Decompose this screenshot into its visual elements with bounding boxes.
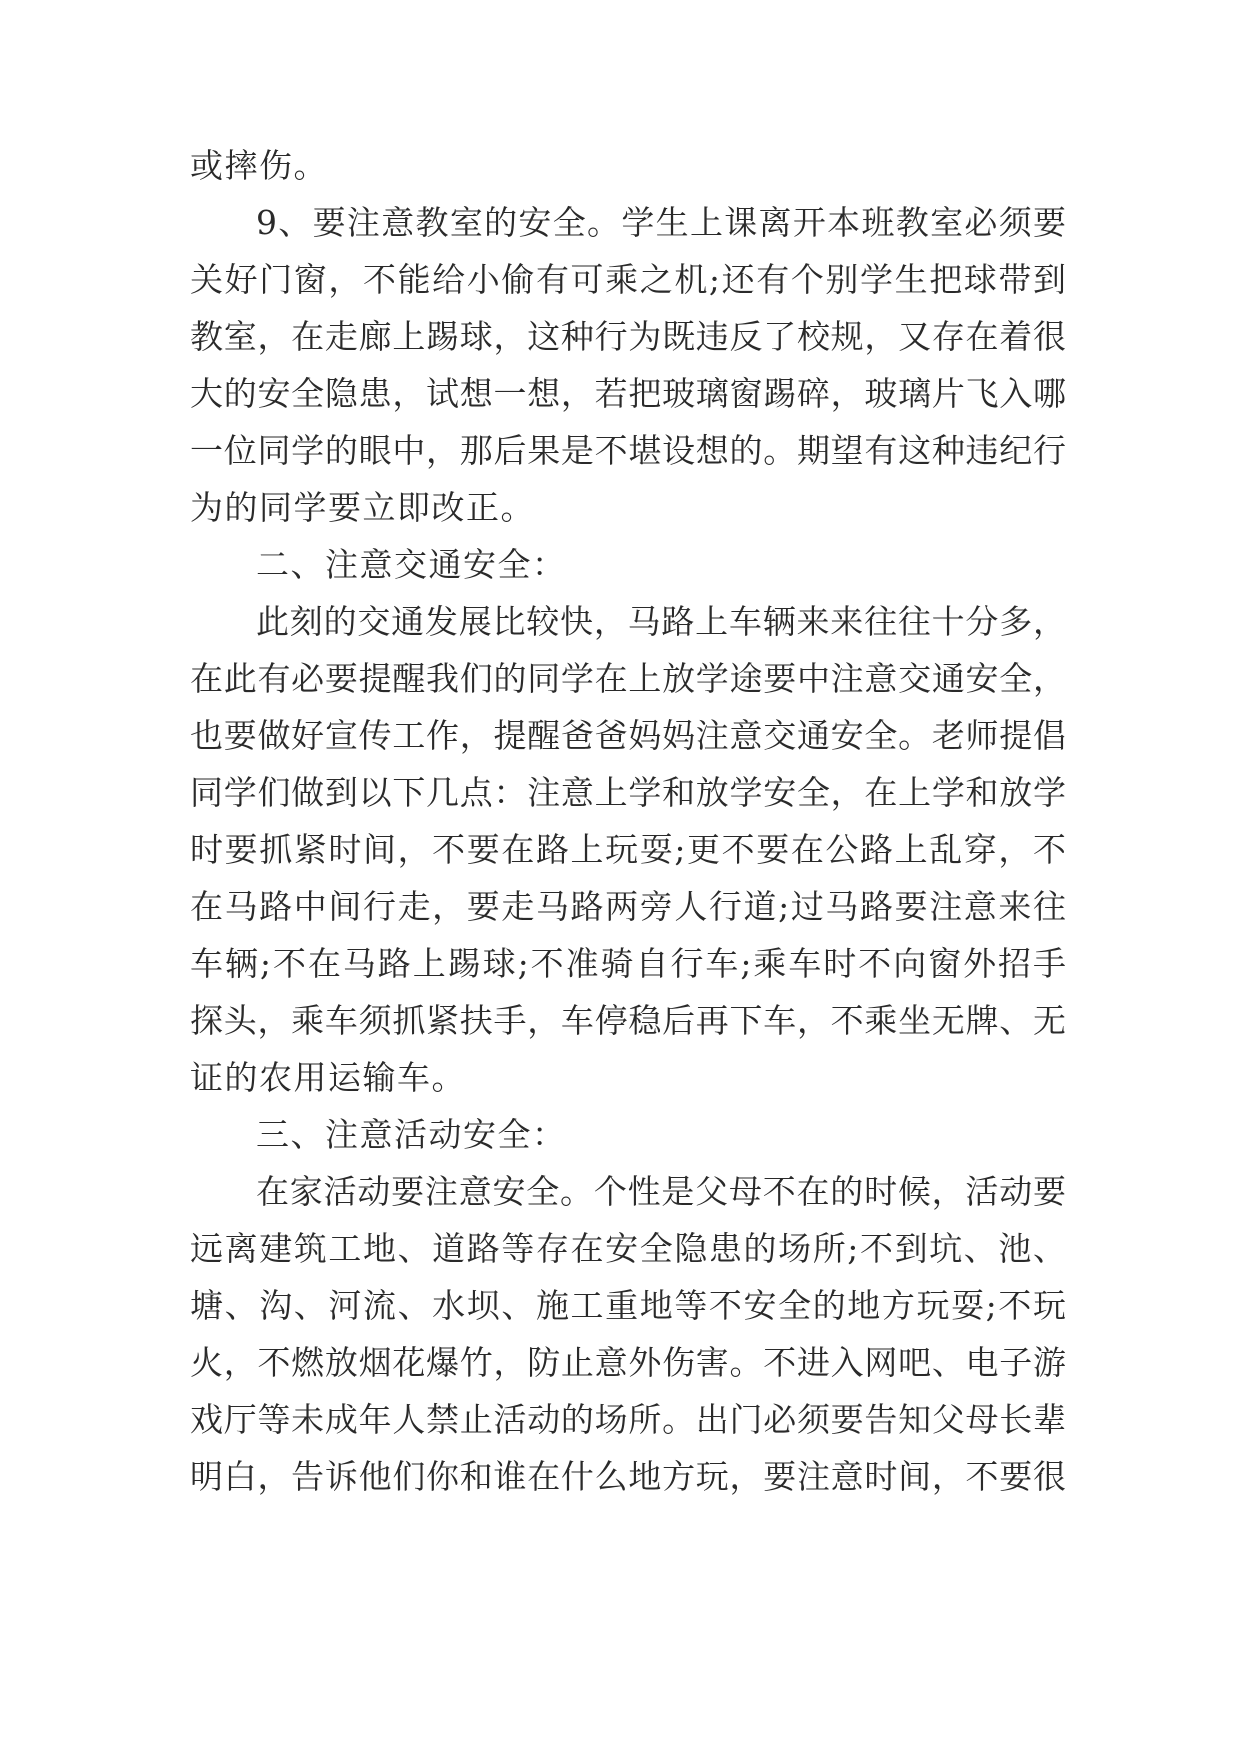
text-line: 此刻的交通发展比较快，马路上车辆来来往往十分多， — [256, 602, 1066, 641]
text-line: 9、要注意教室的安全。学生上课离开本班教室必须要 — [256, 203, 1066, 242]
text-line: 塘、沟、河流、水坝、施工重地等不安全的地方玩耍;不玩 — [190, 1286, 1066, 1325]
text-line: 火，不燃放烟花爆竹，防止意外伤害。不进入网吧、电子游 — [190, 1343, 1066, 1382]
text-line: 大的安全隐患，试想一想，若把玻璃窗踢碎，玻璃片飞入哪 — [190, 374, 1066, 413]
text-line: 戏厅等未成年人禁止活动的场所。出门必须要告知父母长辈 — [190, 1400, 1066, 1439]
text-line: 关好门窗，不能给小偷有可乘之机;还有个别学生把球带到 — [190, 260, 1066, 299]
section-heading: 二、注意交通安全： — [256, 545, 567, 584]
text-line: 时要抓紧时间，不要在路上玩耍;更不要在公路上乱穿，不 — [190, 830, 1066, 869]
text-line: 同学们做到以下几点：注意上学和放学安全，在上学和放学 — [190, 773, 1066, 812]
text-line: 在此有必要提醒我们的同学在上放学途要中注意交通安全， — [190, 659, 1066, 698]
section-heading: 三、注意活动安全： — [256, 1115, 567, 1154]
text-line: 远离建筑工地、道路等存在安全隐患的场所;不到坑、池、 — [190, 1229, 1066, 1268]
text-line: 或摔伤。 — [190, 146, 328, 185]
text-line: 探头，乘车须抓紧扶手，车停稳后再下车，不乘坐无牌、无 — [190, 1001, 1066, 1040]
text-line: 车辆;不在马路上踢球;不准骑自行车;乘车时不向窗外招手 — [190, 944, 1066, 983]
text-line: 教室，在走廊上踢球，这种行为既违反了校规，又存在着很 — [190, 317, 1066, 356]
text-line: 也要做好宣传工作，提醒爸爸妈妈注意交通安全。老师提倡 — [190, 716, 1066, 755]
text-line: 为的同学要立即改正。 — [190, 488, 535, 527]
text-line: 证的农用运输车。 — [190, 1058, 466, 1097]
text-line: 一位同学的眼中，那后果是不堪设想的。期望有这种违纪行 — [190, 431, 1066, 470]
text-line: 明白，告诉他们你和谁在什么地方玩，要注意时间，不要很 — [190, 1457, 1066, 1496]
text-line: 在家活动要注意安全。个性是父母不在的时候，活动要 — [256, 1172, 1066, 1211]
text-line: 在马路中间行走，要走马路两旁人行道;过马路要注意来往 — [190, 887, 1066, 926]
